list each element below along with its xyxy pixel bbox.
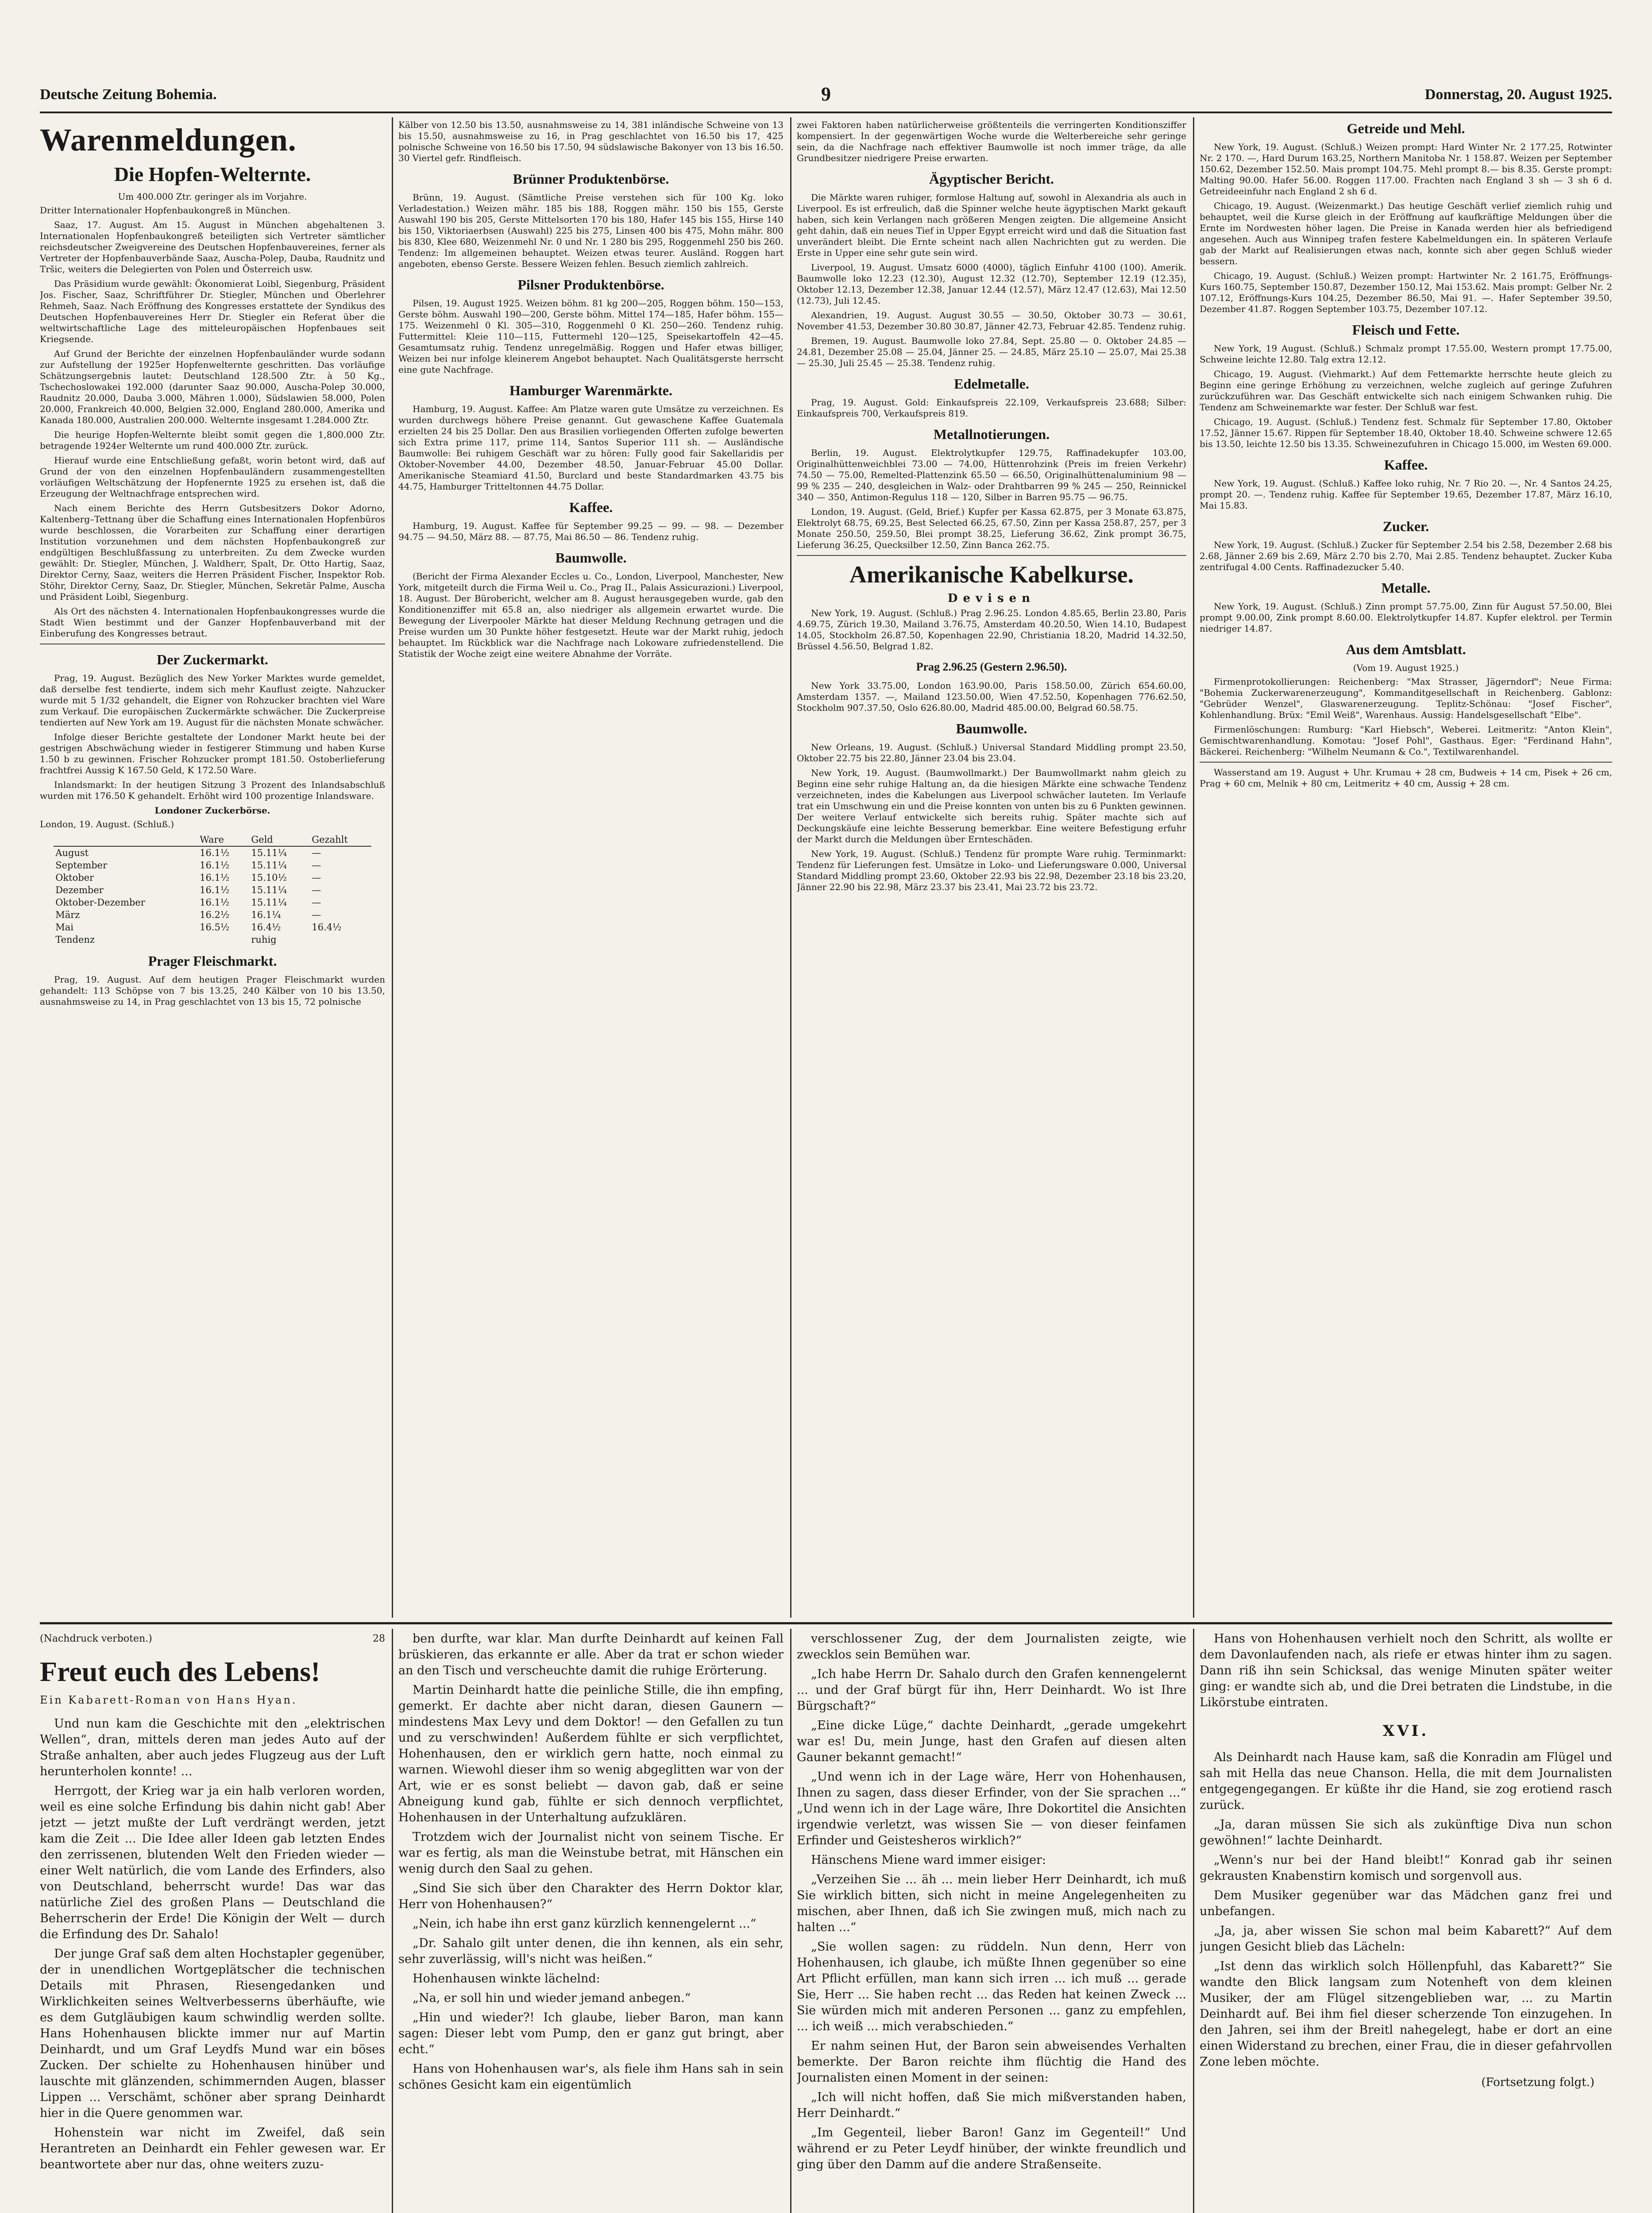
article-paragraph: Pilsen, 19. August 1925. Weizen böhm. 81 kg 200—205, Roggen böhm. 150—153, Gerste böhm. Auswahl 190—200, Gerste böhm. Mittel 174—185, Hafer böhm. 155—175. Weizenmehl 0 Kl. 305—310, Roggenmehl 0 Kl. 250—260. Tendenz ruhig. Futtermittel: Kleie 110—115, Futtermehl 120—125, Speisekartoffeln 42—45. Gesamtumsatz ruhig. Tendenz unregelmäßig. Roggen und Hafer etwas billiger, Weizen bei nur infolge kleinerem Angebot behauptet. Nach Qualitätsgerste herrscht eine gute Nachfrage. — [398, 298, 784, 375]
article-paragraph: Firmenlöschungen: Rumburg: "Karl Hiebsch", Weberei. Leitmeritz: "Anton Klein", Gemischtwarenhandlung. Komotau: "Josef Pohl", Gasthaus. Eger: "Ferdinand Hahn", Bäckerei. Reichenberg: "Wilhelm Neumann & Co.", Textilwarenhandel. — [1200, 724, 1612, 757]
reprint-notice: (Nachdruck verboten.) — [40, 1633, 152, 1644]
article-paragraph: Alexandrien, 19. August. August 30.55 — 30.50, Oktober 30.73 — 30.61, November 41.53, Dezember 30.80 30.87, Jänner 42.73, Februar 42.85. Tendenz ruhig. — [797, 310, 1186, 332]
serial-text — [1200, 1750, 1612, 2070]
table-header-cell — [54, 833, 198, 846]
serial-paragraph: ben durfte, war klar. Man durfte Deinhardt auf keinen Fall brüskieren, das erkannte er alle. Aber da trat er schon wieder an den Tisch und verscheuchte damit die ruhige Erörterung. — [398, 1632, 784, 1677]
sugar-table-dateline: London, 19. August. (Schluß.) — [40, 819, 174, 829]
column-divider — [1193, 1629, 1194, 2213]
article-paragraph: Nach einem Berichte des Herrn Gutsbesitzers Dokor Adorno, Kaltenberg–Tettnang über die Schaffung eines Internationalen Hopfenbüros wurde beschlossen, die Vorarbeiten zur Schaffung einer derartigen Institution vorzunehmen und dem nächsten Hopfenbaukongreß zur endgültigen Beschlußfassung zu unterbreiten. Zu dem Zwecke wurden gewählt: Dr. Stiegler, München, J. Waldherr, Spalt, Dr. Otto Hartig, Saaz, Direktor Cerny, Saaz, weiters die Herren Präsident Fischer, Inspektor Rob. Stöhr, Direktor Cerny, Saaz, Dr. Stiegler, München, Sekretär Palme, Auscha und Präsident Loibl, Siegenburg. — [40, 503, 385, 602]
table-cell: — — [312, 860, 321, 871]
table-cell: 16.1½ — [200, 848, 230, 858]
egypt-report-headline: Ägyptischer Bericht. — [929, 171, 1054, 187]
serial-paragraph: „Na, er soll hin und wieder jemand anbegen.“ — [413, 1991, 691, 2005]
sugar-price-table — [54, 833, 371, 946]
table-row — [54, 846, 371, 859]
article-paragraph: Infolge dieser Berichte gestaltete der Londoner Markt heute bei der gestrigen Abschwächung wieder in festigerer Stimmung und haben Kurse 1.50 b zu gewinnen. Frischer Rohzucker prompt 181.50. Ostoberlieferung frachtfrei Aussig K 167.50 Geld, K 172.50 Ware. — [40, 732, 385, 775]
table-cell: 16.1½ — [200, 897, 230, 908]
table-row — [54, 921, 371, 933]
column-3 — [797, 120, 1186, 1615]
serial-paragraph: Hans von Hohenhausen verhielt noch den Schritt, als wollte er dem Davonlaufenden nach, als riefe er etwas hinter ihm zu sagen. Dann riß ihn sein Schicksal, das wenige Minuten später weiter ging: er wandte sich ab, und die Drei betraten die Lindstube, in die Likörstube eintraten. — [1200, 1632, 1612, 1709]
table-cell: — — [312, 885, 321, 895]
article-paragraph: Als Ort des nächsten 4. Internationalen Hopfenbaukongresses wurde die Stadt Wien bestimmt und der Ganzer Hopfenbauverband mit der Einberufung des Kongresses betraut. — [40, 606, 385, 639]
table-cell: 16.1½ — [200, 860, 230, 871]
article-paragraph: Prag, 19. August. Auf dem heutigen Prager Fleischmarkt wurden gehandelt: 113 Schöpse von 7 bis 13.25, 240 Kälber von 10 bis 13.50, ausnahmsweise zu 14, in Prag geschlachtet von 13 bis 15, 72 polnische — [40, 974, 385, 1007]
table-header-cell: Gezahlt — [310, 833, 371, 846]
installment-number: 28 — [373, 1633, 385, 1644]
newspaper-name: Deutsche Zeitung Bohemia. — [40, 86, 217, 103]
serial-paragraph: „Eine dicke Lüge,“ dachte Deinhardt, „gerade umgekehrt war es! Du, mein Junge, hast den Grafen auf diesen alten Gauner bekannt gemacht!“ — [797, 1719, 1186, 1764]
serial-paragraph: „Im Gegenteil, lieber Baron! Ganz im Gegenteil!“ Und während er zu Peter Leydf hinüber, der winkte freundlich und ging über den Damm auf die andere Straßenseite. — [797, 2126, 1186, 2171]
serial-paragraph: Herrgott, der Krieg war ja ein halb verloren worden, weil es eine solche Erfindung bis dahin nicht gab! Aber jetzt — jetzt mußte der Luft verdrängt werden, jetzt kam die Zeit ... Die Idee aller Ideen gab letzten Endes den zerrissenen, blutenden Welt den Frieden wieder — einer Welt natürlich, die vom Lande des Erfinders, also von Deutschland, beherrscht wurde! Das war das natürliche Ziel des großen Plans — Deutschland die Beherrscherin der Erde! Die Königin der Welt — durch die Erfindung des Dr. Sahalo! — [40, 1784, 385, 1941]
masthead — [40, 83, 1612, 108]
table-cell: — — [312, 897, 321, 908]
article-paragraph: Die heurige Hopfen-Welternte bleibt somit gegen die 1,800.000 Ztr. betragende 1924er Welternte um rund 400.000 Ztr. zurück. — [40, 429, 385, 451]
issue-date: Donnerstag, 20. August 1925. — [1424, 86, 1612, 103]
sugar-headline: Der Zuckermarkt. — [157, 652, 268, 667]
article-paragraph: New York, 19. August. (Schluß.) Prag 2.96.25. London 4.85.65, Berlin 23.80, Paris 4.69.75, Zürich 19.30, Mailand 3.76.75, Amsterdam 40.20.50, Wien 14.10, Budapest 14.05, Stockholm 26.87.50, Kopenhagen 22.90, Christiania 18.20, Madrid 14.32.50, Brüssel 4.56.50, Belgrad 1.82. — [797, 608, 1186, 652]
article-paragraph: Dritter Internationaler Hopfenbaukongreß in München. — [40, 205, 291, 216]
serial-text — [40, 1716, 385, 2173]
serial-column-2 — [398, 1631, 784, 2213]
article-paragraph: Inlandsmarkt: In der heutigen Sitzung 3 Prozent des Inlandsabschluß wurden mit 176.50 K gehandelt. Erhöht wird 100 prozentige Inlandsware. — [40, 779, 385, 801]
sugar-table-title: Londoner Zuckerbörse. — [154, 805, 270, 816]
serial-paragraph: „Verzeihen Sie ... äh ... mein lieber Herr Deinhardt, ich muß Sie wirklich bitten, sich nicht in meine Angelegenheiten zu mischen, aber Ihnen, daß ich Sie zwingen muß, mich nach zu halten ...“ — [797, 1873, 1186, 1934]
serial-paragraph: „Sind Sie sich über den Charakter des Herrn Doktor klar, Herr von Hohenhausen?“ — [398, 1881, 784, 1911]
table-cell: 15.11¼ — [251, 848, 287, 858]
article-paragraph: New York, 19. August. (Schluß.) Tendenz für prompte Ware ruhig. Terminmarkt: Tendenz für Lieferungen fest. Umsätze in Loko- und Lieferungsware 0.000, Universal Standard Middling prompt 23.60, Oktober 22.93 bis 22.98, Dezember 23.18 bis 23.20, Jänner 22.90 bis 22.98, März 23.37 bis 23.41, Mai 23.72 bis 23.72. — [797, 848, 1186, 892]
table-cell: 15.10½ — [251, 872, 287, 883]
serial-paragraph: „Ja, ja, aber wissen Sie schon mal beim Kabarett?“ Auf dem jungen Gesicht blieb das Lächeln: — [1200, 1924, 1612, 1954]
table-cell: 16.5½ — [200, 922, 230, 933]
serial-column-3 — [797, 1631, 1186, 2213]
serial-paragraph: „Ist denn das wirklich solch Höllenpfuhl, das Kabarett?“ Sie wandte den Blick langsam zum Notenheft von dem kleinen Musiker, der am Flügel sitzengeblieben war, ... zu Martin Deinhardt auf. Bei ihm fiel dieser scherzende Ton einzugehen. In den Jahren, sei ihm der Breitl nahegelegt, habe er dort an eine einen Widerstand zu brechen, einer Frau, die in dieser gefahrvollen Zone leben möchte. — [1200, 1959, 1612, 2069]
metal-quotes-headline: Metallnotierungen. — [933, 426, 1050, 442]
coffee-headline: Kaffee. — [569, 499, 613, 515]
article-paragraph: Chicago, 19. August. (Schluß.) Tendenz fest. Schmalz für September 17.80, Oktober 17.52, Jänner 15.67. Rippen für September 18.40, Oktober 18.40. Schweine schwere 12.65 bis 13.50, leichte 12.50 bis 13.35. Schweinezufuhren in Chicago 15.000, im Westen 69.000. — [1200, 416, 1612, 449]
page-number: 9 — [821, 83, 831, 105]
prague-rates-headline: Prag 2.96.25 (Gestern 2.96.50). — [916, 660, 1067, 673]
pilsen-exchange-headline: Pilsner Produktenbörse. — [517, 277, 664, 293]
article-paragraph: Die Märkte waren ruhiger, formlose Haltung auf, sowohl in Alexandria als auch in Liverpool. Es ist erfreulich, daß die Spinner welche heute ägyptischen Markt gekauft haben, sich kein Verlangen nach größeren Mengen zeigten. Die allgemeine Ansicht geht dahin, daß ein neues Tief in Upper Egypt erreicht wird und daß die Situation fast unverändert bleibt. Die Ernte scheint nach allen Nachrichten gut zu werden. Die Erste in Upper eine sehr gute sein wird. — [797, 192, 1186, 258]
article-paragraph: New York, 19 August. (Schluß.) Schmalz prompt 17.55.00, Western prompt 17.75.00, Schweine leichte 12.80. Talg extra 12.12. — [1200, 343, 1612, 365]
table-cell: 16.1½ — [200, 872, 230, 883]
table-cell: 15.11¼ — [251, 885, 287, 895]
article-paragraph: New York 33.75.00, London 163.90.00, Paris 158.50.00, Zürich 654.60.00, Amsterdam 1357. —, Mailand 123.50.00, Wien 47.52.50, Kopenhagen 776.62.50, Stockholm 907.37.50, Oslo 626.80.00, Madrid 485.00.00, Belgrad 60.58.75. — [797, 680, 1186, 713]
serial-paragraph: „Nein, ich habe ihn erst ganz kürzlich kennengelernt ...“ — [413, 1917, 757, 1931]
article-paragraph: New York, 19. August. (Schluß.) Weizen prompt: Hard Winter Nr. 2 177.25, Rotwinter Nr. 2 170. —, Hard Durum 163.25, Northern Manitoba Nr. 1 158.87. Weizen per September 150.62, Dezember 152.50. Mais prompt 104.75. Mehl prompt 8.— bis 8.35. Gerste prompt: Malting 90.00. Hafer 56.00. Roggen 117.00. Frachten nach England 3 sh — 3 sh 6 d. Getreideeinfuhr nach England 2 sh 6 d. — [1200, 142, 1612, 197]
precious-metals-headline: Edelmetalle. — [954, 376, 1029, 392]
article-paragraph: Berlin, 19. August. Elektrolytkupfer 129.75, Raffinadekupfer 103.00, Originalhüttenweichblei 73.00 — 74.00, Hüttenrohzink (Preis im freien Verkehr) 74.50 — 75.00, Remelted-Plattenzink 65.50 — 66.50, Originalhüttenaluminium 98 — 99 % 235 — 240, desgleichen in Walz- oder Drahtbarren 99 % 245 — 250, Reinnickel 340 — 350, Antimon-Regulus 118 — 120, Silber in Barren 95.75 — 96.75. — [797, 447, 1186, 502]
column-1 — [40, 120, 385, 1615]
continuation-note: (Fortsetzung folgt.) — [1481, 2076, 1594, 2089]
serial-paragraph: Martin Deinhardt hatte die peinliche Stille, die ihn empfing, gemerkt. Er dachte aber nicht daran, diesen Gaunern — mindestens Max Levy und dem Doktor! — den Gefallen zu tun und zu verschwinden! Außerdem fühlte er sich verpflichtet, Hohenhausen, den er wirklich gern hatte, noch einmal zu warnen. Wiewohl dieser ihm so wenig abgeglitten war von der Art, wie er es sonst beliebt — davon gab, daß er seine Abneigung kund gab, fühlte er sich dennoch verpflichtet, Hohenhausen in der Unterhaltung aufzuklären. — [398, 1683, 784, 1824]
article-paragraph: Saaz, 17. August. Am 15. August in München abgehaltenen 3. Internationalen Hopfenbaukongreß beteiligten sich Vertreter sämtlicher reichsdeutscher Zweigvereine des Deutschen Hopfenbauvereines, ferner als Vertreter der Hopfenbauverbände Saaz, Auscha-Polep, Dauba, Raudnitz und Tršic, weiters die Delegierten von Polen und Österreich usw. — [40, 220, 385, 274]
table-cell: Oktober-Dezember — [55, 897, 145, 908]
article-paragraph: London, 19. August. (Geld, Brief.) Kupfer per Kassa 62.875, per 3 Monate 63.875, Elektrolyt 68.75, 69.25, Best Selected 66.25, 67.50, Zinn per Kassa 258.87, 257, per 3 Monate 250.50, 259.50, Blei prompt 38.25, Lieferung 36.62, Zink prompt 36.75, Lieferung 36.25, Quecksilber 12.50, Zinn Banca 262.75. — [797, 506, 1186, 550]
metals-headline: Metalle. — [1381, 580, 1431, 596]
article-paragraph: Chicago, 19. August. (Weizenmarkt.) Das heutige Geschäft verlief ziemlich ruhig und behauptet, weil die Kurse gleich in der Eröffnung auf kaufkräftige Meldungen über die Ernte im Nordwesten höher lagen. Die Preise in Kanada werden hier als befriedigend angesehen. Auch aus Winnipeg trafen festere Kabelmeldungen ein. In späteren Verlaufe gab der Markt auf Realisierungen etwas nach, konnte sich aber gegen Schluß wieder bessern. — [1200, 200, 1612, 266]
coffee-headline: Kaffee. — [1384, 457, 1428, 473]
article-paragraph: Firmenprotokollierungen: Reichenberg: "Max Strasser, Jägerndorf"; Neue Firma: "Bohemia Zuckerwarenerzeugung", Kommanditgesellschaft in Reichenberg. Gablonz: "Gebrüder Wenzel", Glaswarenerzeugung. Teplitz-Schönau: "Josef Fischer", Kohlenhandlung. Brüx: "Emil Weiß", Warenhaus. Aussig: Handelsgesellschaft "Elbe". — [1200, 676, 1612, 720]
table-row — [54, 884, 371, 896]
serial-column-4 — [1200, 1631, 1612, 2213]
article-paragraph: New York, 19. August. (Schluß.) Kaffee loko ruhig, Nr. 7 Rio 20. —, Nr. 4 Santos 24.25, prompt 20. —. Tendenz ruhig. Kaffee für September 19.65, Dezember 17.87, März 16.10, Mai 15.83. — [1200, 478, 1612, 511]
article-paragraph: zwei Faktoren haben natürlicherweise größtenteils die verringerten Konditionsziffer kompensiert. In der gegenwärtigen Woche wurde die Welterbereiche sehr geringe sein, da die Nachfrage nach effektiver Baumwolle ist noch immer träge, da alle Grundbesitzer niedrigere Preise erwarten. — [797, 120, 1186, 163]
article-paragraph: New York, 19. August. (Schluß.) Zucker für September 2.54 bis 2.58, Dezember 2.68 bis 2.68, Jänner 2.69 bis 2.69, März 2.70 bis 2.70, Mai 2.85. Tendenz behauptet. Zucker Kuba zentrifugal 4.00 Cents. Raffinadezucker 5.40. — [1200, 540, 1612, 572]
table-cell: Mai — [55, 922, 73, 933]
table-cell: September — [55, 860, 108, 871]
article-paragraph: Auf Grund der Berichte der einzelnen Hopfenbauländer wurde sodann zur Aufstellung der 1925er Hopfenwelternte geschritten. Das vorläufige Schätzungsergebnis lautet: Deutschland 128.500 Ztr. à 50 Kg., Tschechoslowakei 192.000 (darunter Saaz 90.000, Auscha-Polep 30.000, Raudnitz 20.000, Dauba 3.000, Mähren 1.000), Südslawien 58.000, Polen 20.000, Frankreich 40.000, Belgien 32.000, England 280.000, Amerika und Kanada 180.000, Australien 200.000. Welternte insgesamt 1.284.000 Ztr. — [40, 348, 385, 425]
serial-paragraph: „Ja, daran müssen Sie sich als zukünftige Diva nun schon gewöhnen!“ lachte Deinhardt. — [1200, 1818, 1612, 1847]
table-cell — [310, 933, 371, 946]
column-2 — [398, 120, 784, 1615]
article-paragraph: Brünn, 19. August. (Sämtliche Preise verstehen sich für 100 Kg. loko Verladestation.) Weizen mähr. 185 bis 188, Roggen mähr. 150 bis 155, Gerste Auswahl 190 bis 205, Gerste Mittelsorten 170 bis 180, Hafer 145 bis 155, Hirse 140 bis 150, Viktoriaerbsen (Auswahl) 225 bis 275, Linsen 400 bis 475, Mohn mähr. 800 bis 830, Klee 680, Weizenmehl Nr. 0 und Nr. 1 280 bis 295, Roggenmehl 250 bis 260. Tendenz: Im allgemeinen behauptet. Weizen etwas teurer. Ausländ. Roggen hart angeboten, ebenso Gerste. Bessere Weizen fehlen. Besuch ziemlich zahlreich. — [398, 192, 784, 269]
column-divider — [790, 117, 791, 1618]
table-cell: 16.1½ — [200, 885, 230, 895]
article-paragraph: New York, 19. August. (Schluß.) Zinn prompt 57.75.00, Zinn für August 57.50.00, Blei prompt 9.00.00, Zink prompt 8.60.00. Elektrolytkupfer 14.87. Kupfer elektrol. per Termin niedriger 14.87. — [1200, 601, 1612, 634]
table-cell: 16.4½ — [312, 922, 342, 933]
serial-paragraph: Dem Musiker gegenüber war das Mädchen ganz frei und unbefangen. — [1200, 1889, 1612, 1918]
serial-paragraph: „Wenn's nur bei der Hand bleibt!“ Konrad gab ihr seinen gekrausten Knabenstirn komisch und sorgenvoll aus. — [1200, 1853, 1612, 1883]
article-paragraph: Liverpool, 19. August. Umsatz 6000 (4000), täglich Einfuhr 4100 (100). Amerik. Baumwolle loko 12.23 (12.30), August 12.32 (12.70), September 12.19 (12.35), Oktober 12.13, Dezember 12.38, Januar 12.44 (12.57), März 12.47 (12.63), Mai 12.50 (12.73), Juli 12.45. — [797, 262, 1186, 306]
serial-paragraph: Er nahm seinen Hut, der Baron sein abweisendes Verhalten bemerkte. Der Baron reichte ihm flüchtig die Hand des Journalisten einen Moment in der seinen: — [797, 2039, 1186, 2085]
table-cell: 15.11¼ — [251, 860, 287, 871]
serial-column-1 — [40, 1631, 385, 2213]
article-paragraph: Prag, 19. August. Bezüglich des New Yorker Marktes wurde gemeldet, daß derselbe fest tendierte, indem sich mehr Kauflust zeigte. Nahzucker wurde mit 5 1/32 gehandelt, die Eigner von Rohzucker brachten viel Ware zum Verkauf. Die europäischen Zuckermärkte schwächer. Die Zuckerpreise tendierten auf New York am 19. August für die nächsten Monate schwächer. — [40, 673, 385, 728]
table-cell: Tendenz — [55, 934, 95, 945]
article-paragraph: New York, 19. August. (Baumwollmarkt.) Der Baumwollmarkt nahm gleich zu Beginn eine sehr ruhige Haltung an, da die hiesigen Märkte eine schwache Tendenz verzeichneten, indes die Kabelungen aus Liverpool schwächer lauteten. Im Verlaufe trat ein Umschwung ein und die Preise konnten von unten bis zu 6 Punkten gewinnen. Der weitere Verlauf entwickelte sich bereits ruhig. Später machte sich auf Deckungskäufe eine leichte Besserung bemerkbar. Eine weitere Befestigung erfuhr der Markt durch die Meldungen über Ernteschäden. — [797, 767, 1186, 844]
table-header-row — [54, 833, 371, 846]
column-divider — [392, 117, 393, 1618]
article-paragraph: (Bericht der Firma Alexander Eccles u. Co., London, Liverpool, Manchester, New York, mitgeteilt durch die Firma Weil u. Co., Prag II., Palais Assicurazioni.) Liverpool, 18. August. Der Bürobericht, welcher am 8. August herausgegeben wurde, gab den Konditionenziffer mit 65.8 an, also niedriger als allgemein erwartet wurde. Die Bewegung der Liverpooler Märkte hat dieser Meldung Rechnung getragen und die Preise wurden um 30 Punkte höher festgesetzt. Heute war der Markt ruhig, jedoch behauptet. Im Rückblick war die Nachfrage nach Lokoware zufriedenstellend. Die Statistik der Woche zeigt eine weitere Abnahme der Vorräte. — [398, 571, 784, 659]
meat-fats-headline: Fleisch und Fette. — [1352, 322, 1460, 338]
meat-market-headline: Prager Fleischmarkt. — [148, 953, 277, 969]
article-paragraph: Prag, 19. August. Gold: Einkaufspreis 22.109, Verkaufspreis 23.688; Silber: Einkaufspreis 700, Verkaufspreis 819. — [797, 397, 1186, 419]
sugar-headline: Zucker. — [1382, 518, 1429, 534]
serial-paragraph: „Und wenn ich in der Lage wäre, Herr von Hohenhausen, Ihnen zu sagen, dass dieser Erfinder, von der Sie sprachen ...“ „Und wenn ich in der Lage wäre, Ihre Dokortitel die Ansichten irgendwie verletzt, was wissen Sie — von dieser feinfamen Erfinder und Geistesheros wirklich?“ — [797, 1770, 1186, 1847]
table-cell: Dezember — [55, 885, 104, 895]
serial-paragraph: Hohenhausen winkte lächelnd: — [413, 1972, 600, 1986]
table-cell — [198, 933, 249, 946]
section-divider — [797, 555, 1186, 556]
serial-paragraph: Der junge Graf saß dem alten Hochstapler gegenüber, der in unendlichen Wortgeplätscher die technischen Details mit Phrasen, Riesengedanken und Wirklichkeiten seines Weltverbesserns überhäufte, wie es dem Gutgläubigen kaum schwindlig werden sollte. Hans Hohenhausen blickte immer nur auf Martin Deinhardt, und um Graf Leydfs Mund war ein böses Zucken. Der schielte zu Hohenhausen hinüber und lauschte mit glänzenden, schimmernden Augen, blasser Lippen ... Verschämt, schöner aber sprang Deinhardt hier in die Quere genommen war. — [40, 1947, 385, 2120]
serial-paragraph: Als Deinhardt nach Hause kam, saß die Konradin am Flügel und sah mit Hella das neue Chanson. Hella, die mit dem Journalisten entgegengegangen. Er küßte ihr die Hand, sie zog erotiend rasch zurück. — [1200, 1750, 1612, 1812]
serial-text — [398, 1631, 784, 2093]
section-divider — [1200, 762, 1612, 763]
serial-text — [1200, 1631, 1612, 1711]
serial-title: Freut euch des Lebens! — [40, 1656, 320, 1687]
article-paragraph: Kälber von 12.50 bis 13.50, ausnahmsweise zu 14, 381 inländische Schweine von 13 bis 15.50, ausnahmsweise zu 16, in Prag geschlachtet von 16.50 bis 17, 425 polnische Schweine von 16.50 bis 17.50, 94 südslawische Bakonyer von 13 bis 16.50. 30 Viertel gefr. Rindfleisch. — [398, 120, 784, 163]
article-paragraph: Bremen, 19. August. Baumwolle loko 27.84, Sept. 25.80 — 0. Oktober 24.85 — 24.81, Dezember 25.08 — 25.04, Jänner 25. — 24.85, März 25.10 — 25.07, Mai 25.38 — 25.30, Juli 25.45 — 25.38. Tendenz ruhig. — [797, 335, 1186, 368]
serial-paragraph: „Ich will nicht hoffen, daß Sie mich mißverstanden haben, Herr Deinhardt.“ — [797, 2090, 1186, 2120]
section-headline: Warenmeldungen. — [40, 122, 297, 158]
table-cell: 16.2½ — [200, 910, 230, 920]
column-divider — [1193, 117, 1194, 1618]
table-cell: Oktober — [55, 872, 94, 883]
hamburg-markets-headline: Hamburger Warenmärkte. — [509, 382, 672, 398]
article-paragraph: Hamburg, 19. August. Kaffee für September 99.25 — 99. — 98. — Dezember 94.75 — 94.50, März 88. — 87.75, Mai 86.50 — 86. Tendenz ruhig. — [398, 520, 784, 542]
chapter-number: XVI. — [1382, 1722, 1429, 1740]
serial-paragraph: Trotzdem wich der Journalist nicht von seinem Tische. Er war es fertig, als man die Weinstube betrat, mit Hänschen ein wenig durch den Saal zu gehen. — [398, 1830, 784, 1876]
serial-paragraph: Hänschens Miene ward immer eisiger: — [811, 1853, 1046, 1867]
water-level-report: Wasserstand am 19. August + Uhr. Krumau + 28 cm, Budweis + 14 cm, Pisek + 26 cm, Prag + 60 cm, Melnik + 80 cm, Leitmeritz + 40 cm, Aussig + 28 cm. — [1200, 767, 1612, 789]
article-paragraph: Hierauf wurde eine Entschließung gefaßt, worin betont wird, daß auf Grund der von den einzelnen Hopfenbauländern zusammengestellten vorläufigen Weltschätzung der Hopfenernte 1925 zu ersehen ist, daß die Erzeugung der Weltnachfrage entsprechen wird. — [40, 455, 385, 499]
table-cell: — — [312, 872, 321, 883]
table-cell: 16.4½ — [251, 922, 281, 933]
serial-paragraph: verschlossener Zug, der dem Journalisten zeigte, wie zwecklos sein Bemühen war. — [797, 1632, 1186, 1662]
serial-paragraph: „Sie wollen sagen: zu rüddeln. Nun denn, Herr von Hohenhausen, ich glaube, ich müßte Ihnen gegenüber so eine Art Pflicht erfüllen, man kann sich irren ... ich muß ... gerade Sie, Herr ... Sie haben recht ... das Reden hat keinen Zweck ... Sie würden mich mit anderen Personen ... ganz zu empfehlen, ... ich weiß ... mich verabschieden.“ — [797, 1940, 1186, 2033]
table-row — [54, 933, 371, 946]
serial-meta — [40, 1631, 385, 1647]
serial-paragraph: Und nun kam die Geschichte mit den „elektrischen Wellen“, dran, mittels deren man jedes Auto auf der Straße anhalten, aber auch jedes Flugzeug aus der Luft herunterholen konnte! ... — [40, 1717, 385, 1778]
hops-headline: Die Hopfen-Welternte. — [114, 163, 311, 185]
table-header-cell: Ware — [198, 833, 249, 846]
serial-paragraph: „Ich habe Herrn Dr. Sahalo durch den Grafen kennengelernt ... und der Graf bürgt für ihn, Herr Deinhardt. Wo ist Ihre Bürgschaft?“ — [797, 1667, 1186, 1713]
table-row — [54, 896, 371, 909]
column-divider — [392, 1629, 393, 2213]
table-cell: — — [312, 910, 321, 920]
feuilleton-rule — [40, 1622, 1612, 1624]
currency-subheadline: Devisen — [947, 592, 1036, 605]
table-cell: 15.11¼ — [251, 897, 287, 908]
table-cell: ruhig — [251, 934, 277, 945]
column-divider — [790, 1629, 791, 2213]
cable-rates-headline: Amerikanische Kabelkurse. — [849, 561, 1134, 588]
table-row — [54, 871, 371, 884]
grain-headline: Getreide und Mehl. — [1347, 120, 1465, 136]
table-cell: August — [55, 848, 89, 858]
table-row — [54, 859, 371, 871]
serial-paragraph: Hohenstein war nicht im Zweifel, daß sein Herantreten an Deinhardt ein Fehler gewesen war. Er beantwortete aber nur das, ohne weiters zuzu- — [40, 2126, 385, 2171]
table-header-cell: Geld — [249, 833, 310, 846]
article-paragraph: New Orleans, 19. August. (Schluß.) Universal Standard Middling prompt 23.50, Oktober 22.75 bis 22.80, Jänner 23.04 bis 23.04. — [797, 742, 1186, 763]
serial-text — [797, 1631, 1186, 2173]
table-cell: — — [312, 848, 321, 858]
column-4 — [1200, 120, 1612, 1615]
hops-subheadline: Um 400.000 Ztr. geringer als im Vorjahre. — [118, 191, 307, 202]
official-gazette-headline: Aus dem Amtsblatt. — [1346, 641, 1466, 657]
article-paragraph: Chicago, 19. August. (Schluß.) Weizen prompt: Hartwinter Nr. 2 161.75, Eröffnungs-Kurs 160.75, September 150.87, Dezember 150.12, Mai 153.62. Mais prompt: Gelber Nr. 2 107.12, Eröffnungs-Kurs 104.25, Dezember 86.50, Mai 91. —. Hafer September 39.50, Dezember 41.87. Roggen September 103.75, Dezember 107.12. — [1200, 270, 1612, 314]
article-paragraph: Das Präsidium wurde gewählt: Ökonomierat Loibl, Siegenburg, Präsident Jos. Fischer, Saaz, Schriftführer Dr. Stiegler, München und Oberlehrer Rehmeh, Saaz. Nach Eröffnung des Kongresses erstattete der Syndikus des Deutschen Hopfenbauvereines Herr Dr. Stiegler ein Referat über die weltwirtschaftliche Lage des mitteleuropäischen Hopfenbaues seit Kriegsende. — [40, 278, 385, 344]
cotton-headline: Baumwolle. — [555, 550, 627, 566]
article-paragraph: Chicago, 19. August. (Viehmarkt.) Auf dem Fettemarkte herrschte heute gleich zu Beginn eine geringe Erhöhung zu verzeichnen, welche zugleich auf geringe Zufuhren zurückzuführen war. Das Geschäft entwickelte sich nach einigem Schwanken ruhig. Die Tendenz am Schweinemarkte war fester. Der Schluß war fest. — [1200, 369, 1612, 413]
serial-byline: Ein Kabarett-Roman von Hans Hyan. — [40, 1694, 297, 1706]
cotton-headline: Baumwolle. — [956, 721, 1027, 736]
masthead-rule — [40, 112, 1612, 113]
brno-exchange-headline: Brünner Produktenbörse. — [513, 171, 669, 187]
article-paragraph: Hamburg, 19. August. Kaffee: Am Platze waren gute Umsätze zu verzeichnen. Es wurden durchwegs höhere Preise genannt. Gut gewaschene Kaffee Guatemala erzielten 24 bis 25 Dollar. Den aus Brasilien vorliegenden Offerten zufolge bewerten sich Extra prime 117, prime 114, Santos Superior 111 sh. — Ausländische Baumwolle: Bei ruhigem Geschäft war zu hören: Fully good fair Sakellaridis per Oktober-November 44.00, Dezember 48.50, Januar-Februar 45.00 Dollar. Amerikanische Steamiard 41.50, Burclard und beste Standardmarken 43.75 bis 44.75, Hamburger Tritteltonnen 44.75 Dollar. — [398, 404, 784, 492]
table-cell: 16.1¼ — [251, 910, 281, 920]
table-cell: März — [55, 910, 80, 920]
serial-paragraph: „Hin und wieder?! Ich glaube, lieber Baron, man kann sagen: Dieser lebt vom Pump, den er ganz gut bringt, aber echt.“ — [398, 2011, 784, 2056]
table-row — [54, 909, 371, 921]
serial-paragraph: „Dr. Sahalo gilt unter denen, die ihn kennen, als ein sehr, sehr zuverlässig, will's nicht was heißen.“ — [398, 1936, 784, 1966]
serial-paragraph: Hans von Hohenhausen war's, als fiele ihm Hans sah in sein schönes Gesicht kam ein eigentümlich — [398, 2062, 784, 2092]
official-gazette-dateline: (Vom 19. August 1925.) — [1353, 663, 1459, 673]
